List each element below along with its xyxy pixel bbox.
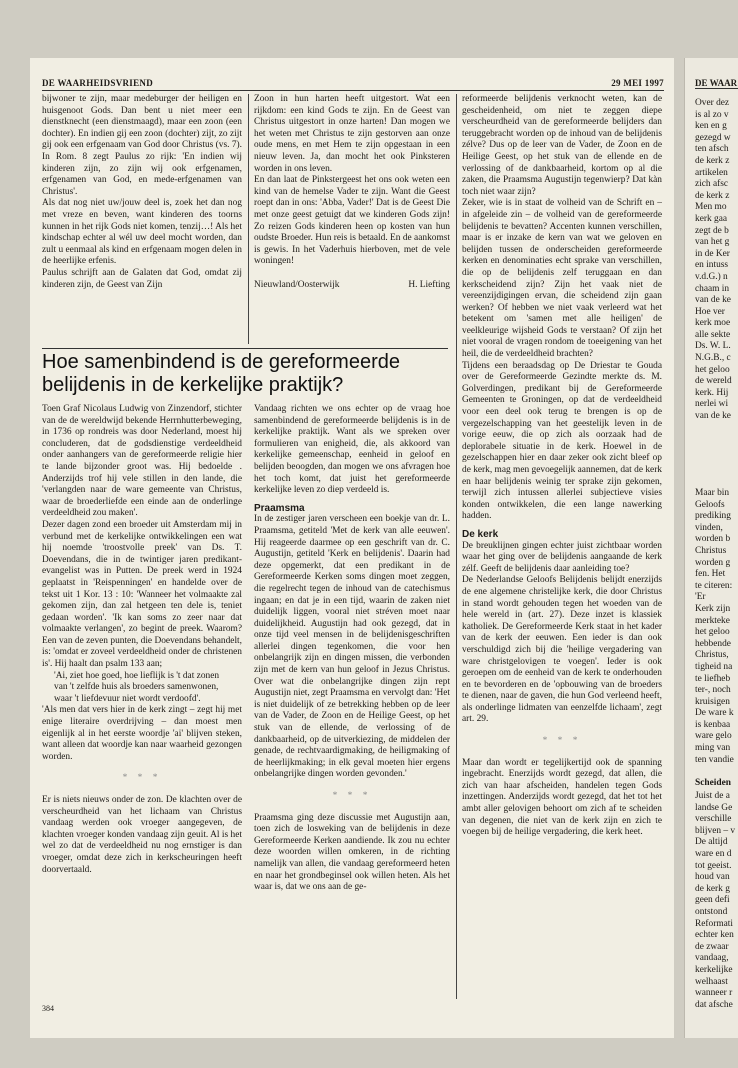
psalm-line: waar 't liefdevuur niet wordt verdoofd'. bbox=[54, 693, 201, 704]
paragraph: Paulus schrijft aan de Galaten dat God, omdat zij kinderen zijn, de Geest van Zijn bbox=[42, 267, 242, 290]
paragraph: Er is niets nieuws onder de zon. De klachten over de verscheurdheid van het lichaam van Christus vandaag werden ook vroeger aangegeven, de klachten vroeger konden vandaag zijn geuit. Al is het wel zo dat de verdeeldheid nu nog ernstiger is dan vroeger, omdat deze zich in kerkscheuringen heeft doorvertaald. bbox=[42, 795, 242, 875]
next-page-line: ter-, noch bbox=[695, 685, 731, 696]
page-number: 384 bbox=[42, 1004, 54, 1013]
next-page-line: De ware k bbox=[695, 708, 734, 719]
next-page-line: van de ke bbox=[695, 411, 731, 422]
next-page-line: Over dez bbox=[695, 98, 730, 108]
next-page-line: Juist de a bbox=[695, 791, 730, 801]
next-page-line: worden g bbox=[695, 557, 731, 568]
next-page-line: Men mo bbox=[695, 202, 727, 213]
next-page-line: tigheid na bbox=[695, 661, 733, 672]
next-page-line: v.d.G.) n bbox=[695, 271, 728, 282]
running-head bbox=[42, 78, 664, 91]
next-page-line: kerk gaa bbox=[695, 213, 728, 224]
next-page-line: Reformati bbox=[695, 918, 734, 929]
next-page-line: ontstond bbox=[695, 906, 728, 917]
signature-place: Nieuwland/Oosterwijk bbox=[254, 279, 340, 290]
next-page-line: de kerk g bbox=[695, 883, 730, 894]
next-page-line: gezegd w bbox=[695, 132, 731, 143]
top-col-1 bbox=[42, 94, 242, 344]
article-headline: Hoe samenbindend is de gereformeerde belijdenis in de kerkelijke praktijk? bbox=[42, 351, 400, 396]
next-page-line: kruisigen bbox=[695, 696, 730, 707]
next-page-line: Kerk zijn bbox=[695, 603, 731, 614]
next-page-line: de kerk z bbox=[695, 190, 730, 201]
next-page-line: Ds. W. L. bbox=[695, 341, 731, 352]
next-page-line: Maar bin bbox=[695, 488, 730, 498]
psalm-line: van 't zelfde huis als broeders samenwonen, bbox=[54, 682, 219, 693]
next-page-line: fen. Het bbox=[695, 569, 726, 580]
paragraph: Zeker, wie is in staat de volheid van de Schrift en – in afgeleide zin – de volheid van de gereformeerde belijdenis te bevatten? Accenten kunnen verschillen, maar is er inzake de kern van wat we geloven en belijden tussen de onderscheiden gereformeerde kerken en denominaties echt sprake van verschillen, die op de belijdenis zelf teruggaan en dan kerkscheidend zijn? Zijn het vaak niet de vereenzijdigingen ervan, die scheidend zijn gaan werken? Of hebben we niet vaak verleerd wat het betekent om 'samen met alle heiligen' de veelkleurige wijsheid Gods te verstaan? Of zijn het niet vooral de vragen rondom de toeeigening van het heil, die de verdeeldheid brachten? bbox=[462, 198, 662, 360]
issue-date: 29 MEI 1997 bbox=[611, 78, 664, 88]
next-page-line: houd van bbox=[695, 872, 730, 883]
psalm-line: 'Ai, ziet hoe goed, hoe lieflijk is 't dat zonen bbox=[54, 670, 220, 681]
paragraph: De breuklijnen gingen echter juist zichtbaar worden waar het ging over de belijdenis aangaande de kerk zélf. Geeft de belijdenis daar aanleiding toe? bbox=[462, 540, 662, 574]
paragraph: 'Als men dat vers hier in de kerk zingt – zegt hij met enige literaire overdrijving – dan moest men eigenlijk al in het eerste woordje 'ai' blijven steken, want alleen dat woordje kan naar waarheid gezongen worden. bbox=[42, 705, 242, 762]
paragraph: Als dat nog niet uw/jouw deel is, zoek het dan nog met vreze en beven, want kinderen des toorns kunnen in het rijk Gods niet komen, tenzij…! Als het kindschap echter al wél uw deel mocht worden, dan zult u eenmaal als kind en erfgenaam mogen delen in de heerlijke erfenis. bbox=[42, 198, 242, 267]
top-col-2 bbox=[254, 94, 450, 344]
section-rule bbox=[42, 348, 448, 349]
next-page-line: zegt de b bbox=[695, 225, 729, 236]
next-page-line: in de Ker bbox=[695, 248, 730, 259]
paragraph: Praamsma ging deze discussie met Augustijn aan, toen zich de losweking van de belijdenis in deze Gereformeerde Kerken aandiende. Ik zou nu echter deze woorden willen omkeren, in de richting namelijk van allen, die vandaag gereformeerd heten en naar het grondbeginsel ook willen heten. Als het waar is, dat we ons aan de ge- bbox=[254, 812, 450, 893]
next-page-line: blijven – v bbox=[695, 825, 736, 836]
next-page-line: van de ke bbox=[695, 295, 731, 306]
next-page-lines-c bbox=[695, 791, 735, 1011]
paragraph: reformeerde belijdenis verknocht weten, kan de gescheidenheid, om niet te zeggen diepe verscheurdheid van de gereformeerde belijders dan teruggebracht worden op de inhoud van de belijdenis zélve? Dus op de leer van de Vader, de Zoon en de Heilige Geest, op het stuk van de ellende en de verlossing of de dankbaarheid, kortom op al die zaken, die Praamsma Augustijn tegenwierp? Dat kàn toch niet waar zijn? bbox=[462, 94, 662, 197]
paragraph: bijwoner te zijn, maar medeburger der heiligen en huisgenoot Gods. Dan bent u niet meer een dienstknecht (een dienstmaagd), maar een zoon (een dochter). En indien gij een zoon (dochter) zijt, zo zijt gij ook een erfgenaam van God door Christus (vs. 7). In Rom. 8 zegt Paulus zo rijk: 'En indien wij kinderen zijn, zo zijn wij ook erfgenamen, erfgenamen van God, en mede-erfgenamen van Christus'. bbox=[42, 94, 242, 197]
paragraph: Maar dan wordt er tegelijkertijd ook de spanning ingebracht. Enerzijds wordt gezegd, dat allen, die zich van haar afscheiden, handelen tegen Gods inzettingen. Anderzijds wordt gezegd, dat het tot het ambt aller gelovigen behoort om zich af te scheiden van degenen, die niet van de kerk zijn en zich te voegen bij de heilige vergadering, die kerk heet. bbox=[462, 757, 662, 838]
next-page-line: het geloo bbox=[695, 627, 730, 638]
next-page-line: N.G.B., c bbox=[695, 353, 731, 364]
next-page-line: en intuss bbox=[695, 260, 729, 271]
next-page-line: ware gelo bbox=[695, 731, 732, 742]
next-page-line: de wereld bbox=[695, 376, 732, 387]
article-col-1 bbox=[42, 404, 242, 999]
next-page-line: artikelen bbox=[695, 167, 728, 178]
next-page-line: Christus, bbox=[695, 650, 729, 661]
next-page-line: chaam in bbox=[695, 283, 730, 294]
next-page-line: vinden, bbox=[695, 522, 723, 533]
next-page-line: worden b bbox=[695, 534, 731, 545]
next-page-line: de zwaar bbox=[695, 941, 729, 952]
next-page-line: dat afsche bbox=[695, 999, 733, 1010]
page bbox=[30, 58, 674, 1038]
next-page-line: Christus bbox=[695, 545, 727, 556]
next-page-lines-b bbox=[695, 488, 734, 766]
paragraph: Zoon in hun harten heeft uitgestort. Wat een rijkdom: een kind Gods te zijn. En de Geest van Christus uitgestort in onze harten! Dan mogen we het weten met Christus te zijn gestorven aan onze oude mens, en met Hem te zijn opgestaan in een nieuw leven. Ja, dan mocht het ook Pinksteren worden in ons leven. bbox=[254, 94, 450, 174]
article-col-3 bbox=[462, 94, 662, 999]
next-page-line: te citeren: bbox=[695, 580, 733, 591]
ornament: * * * bbox=[332, 791, 372, 801]
next-page-line: ten afsch bbox=[695, 144, 729, 155]
article-col-2 bbox=[254, 404, 450, 999]
paragraph: En dan laat de Pinkstergeest het ons ook weten een kind van de hemelse Vader te zijn. Want die Geest roept dan in ons: 'Abba, Vader!' Dat is de Geest Die met onze geest getuigt dat we kinderen Gods zijn! Zo reizen Gods kinderen heen op kosten van hun oudste Broeder. Hun reis is betaald. En de aankomst is gewis. In het Vaderhuis hierboven, met de vele woningen! bbox=[254, 175, 450, 267]
publication-title: DE WAARHEIDSVRIEND bbox=[42, 78, 154, 88]
paragraph: De Nederlandse Geloofs Belijdenis belijdt enerzijds de ene algemene christelijke kerk, die door Christus in stand wordt gehouden tegen het woeden van de hele wereld in (art. 27). Deze inzet is klassiek katholiek. De Gereformeerde Kerk staat in het kader van de kerk der eeuwen. Een ieder is dan ook verschuldigd zich bij die 'heilige vergadering van ware christgelovigen te voegen'. Ieder is ook geroepen om de eenheid van de kerk te onderhouden en te bevorderen en de 'opbouwing van de broeders te dienen, naar de gaven, die hun God verleend heeft, als onderlinge lidmaten van eenzelfde lichaam', zegt art. 29. bbox=[462, 575, 662, 725]
next-page-line: de kerk z bbox=[695, 155, 730, 166]
next-page-line: De altijd bbox=[695, 837, 728, 848]
next-page-line: geen defi bbox=[695, 895, 730, 906]
next-page-line: het geloo bbox=[695, 364, 730, 375]
next-page-subheading: Scheiden bbox=[695, 778, 731, 788]
next-page-line: merkteke bbox=[695, 615, 730, 626]
next-page-line: nerlei wi bbox=[695, 399, 729, 410]
next-page-line: 'Er bbox=[695, 592, 706, 603]
subheading-praamsma: Praamsma bbox=[254, 502, 305, 514]
next-page-line: echter ken bbox=[695, 930, 734, 941]
next-page-line: ken en g bbox=[695, 121, 727, 132]
paragraph: Toen Graf Nicolaus Ludwig von Zinzendorf, stichter van de de wereldwijd bekende Herrnhutterbeweging, in 1736 op rondreis was door Nederland, moest hij concluderen, dat de godsdienstige verdeeldheid onder aanhangers van de gereformeerde religie hier te lande bijzonder groot was. Hij bedoelde . Anderzijds trof hij vele stillen in den lande, die 'verlangden naar de ware gemeente van Christus, waar de broederliefde een einde aan de onderlinge verdeeldheid zou maken'. bbox=[42, 404, 242, 519]
signature-name: H. Liefting bbox=[408, 279, 450, 290]
next-page-line: vandaag, bbox=[695, 953, 729, 964]
paragraph: In de zestiger jaren verscheen een boekje van dr. L. Praamsma, getiteld 'Met de kerk van alle eeuwen'. Hij reageerde daarmee op een geschrift van dr. C. Augustijn, getiteld 'Kerk en belijdenis'. Daarin had deze opgemerkt, dat een predikant in de Gereformeerde Kerken soms dingen moet zeggen, die regelrecht tegen de inhoud van de catechismus ingaan; en dat je in een tijd, waarin de zaken niet duidelijk liggen, vooral niet stréven moet naar duidelijkheid. Augustijn had ook gezegd, dat in onze tijd veel mensen in de belijdenisgeschriften allerlei dingen tegenkomen, die voor hen onbelangrijk zijn en dingen missen, die verbonden zijn met de kern van hun geloof in Jezus Christus. Over wat die onbelangrijke dingen zijn rept Augustijn niet, zegt Praamsma en vervolgt dan: 'Het is niet duidelijk of ze betrekking hebben op de leer van de Vader, de Zoon en de Heilige Geest, op het stuk van de ellende, de verlossing of de dankbaarheid, op de uitverkiezing, de middelen der genade, de rechtvaardigmaking, de heiligmaking of de heerlijkmaking; in elk geval moeten hier ergens onbelangrijke dingen worden gevonden.' bbox=[254, 514, 450, 780]
ornament: * * * bbox=[542, 736, 582, 747]
signature-line bbox=[254, 280, 450, 292]
column-divider bbox=[248, 94, 249, 344]
next-page-line: kerk moe bbox=[695, 318, 731, 329]
next-page-edge bbox=[684, 58, 738, 1038]
next-page-line: landse Ge bbox=[695, 802, 733, 813]
next-page-line: wanneer r bbox=[695, 988, 733, 999]
next-page-line: Geloofs bbox=[695, 499, 725, 510]
next-page-lines-a bbox=[695, 98, 732, 423]
next-page-line: hebbende bbox=[695, 638, 731, 649]
next-page-line: is kenbaa bbox=[695, 719, 731, 730]
next-page-line: Hoe ver bbox=[695, 306, 725, 317]
next-page-line: ten vandie bbox=[695, 754, 734, 765]
next-page-line: prediking bbox=[695, 511, 731, 522]
paragraph: Dezer dagen zond een broeder uit Amsterdam mij in verbund met de kerkelijke ontwikkelingen een wat hij noemde 'troostvolle preek' van Ds. T. Doevendans, die in de twintiger jaren predikant-evangelist was in Putten. De preek werd in 1924 geplaatst in 'Reispenningen' en handelde over de tekst uit 1 Kor. 13 : 10: 'Wanneer het volmaakte zal gekomen zijn, dan zal hetgeen ten dele is, teniet gedaan worden'. 'Ik kan soms zo zeer naar dat volmaakte verlangen', zo begint de preek. Waarom? Een van de zeven punten, die Doevendans behandelt, is: 'omdat er zoveel verdeeldheid onder de christenen is'. Hij haalt dan psalm 133 aan; bbox=[42, 519, 242, 670]
next-page-line: tot geeist. bbox=[695, 860, 732, 871]
paragraph: Tijdens een beraadsdag op De Driestar te Gouda over de Gereformeerde Gezindte merkte ds. M. Golverdingen, predikant bij de Gereformeerde Gemeenten te Groningen, op dat de verdeeldheid voor een deel ook terug te brengen is op de vergezelschapping van het geestelijk leven in de vorige eeuw, die op zich als oorzaak had de deplorabele situatie in de kerk. Hoewel in de gezelschappen hier en daar zeker ook zicht bleef op de kerk, mag men gevoegelijk aannemen, dat de kerk en haar belijdenis weinig ter sprake zijn gekomen, terwijl zich intussen allerlei subjectieve visies konden ontwikkelen, die een lange nawerking hadden. bbox=[462, 360, 662, 522]
next-page-line: welhaast bbox=[695, 976, 728, 987]
next-page-line: zich afsc bbox=[695, 179, 729, 190]
next-page-line: ware en d bbox=[695, 848, 732, 859]
next-page-line: ming van bbox=[695, 743, 731, 754]
next-page-line: van het g bbox=[695, 237, 730, 248]
next-page-line: verschille bbox=[695, 814, 732, 825]
subheading-de-kerk: De kerk bbox=[462, 528, 499, 540]
column-divider bbox=[456, 94, 457, 999]
ornament: * * * bbox=[122, 773, 162, 784]
next-page-line: te liefheb bbox=[695, 673, 731, 684]
next-page-line: kerk. Hij bbox=[695, 387, 729, 398]
paragraph: Vandaag richten we ons echter op de vraag hoe samenbindend de gereformeerde belijdenis is in de kerkelijke praktijk. Want als we spreken over formulieren van enigheid, die, als akkoord van kerkelijke gemeenschap, eenheid in geloof en belijden beoogden, dan mogen we ons afvragen hoe het toch komt, dat juist het gereformeerde kerkelijke leven zo diep verdeeld is. bbox=[254, 404, 450, 496]
next-page-line: alle sekte bbox=[695, 329, 731, 340]
next-page-header: DE WAAR bbox=[695, 78, 738, 89]
next-page-line: kerkelijke bbox=[695, 964, 733, 975]
next-page-line: is al zo v bbox=[695, 109, 729, 120]
